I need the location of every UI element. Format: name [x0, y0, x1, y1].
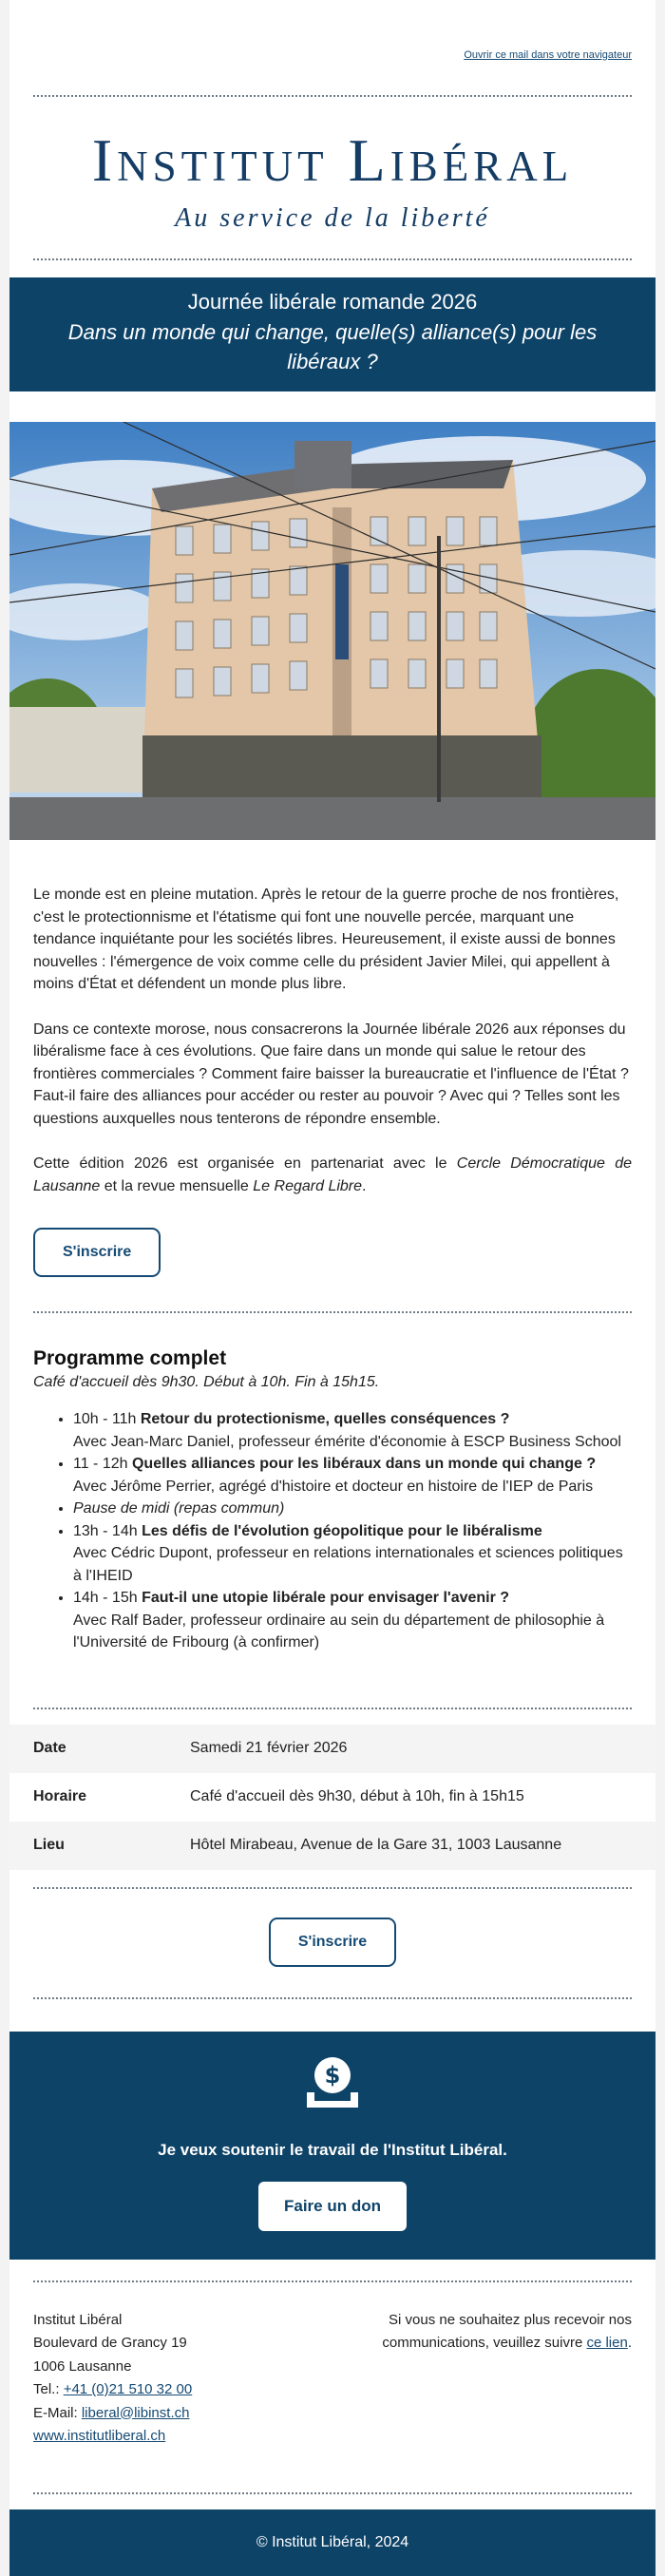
partner-name: Cercle Démocratique de Lausanne — [33, 1155, 632, 1194]
text: et la revue mensuelle — [100, 1177, 254, 1194]
item-time: 13h - 14h — [73, 1522, 142, 1539]
intro-paragraph-1: Le monde est en pleine mutation. Après le retour de la guerre proche de nos frontières, c'est le protectionnisme et l'étatisme qui font une nouvelle percée, marquant une tendance inquiétante pour les sociétés libres. Heureusement, il existe aussi de bonnes nouvelles : l'émergence de voix comme celle du président Javier Milei, qui appellent à moins d'État et défendent un monde plus libre. — [33, 887, 619, 992]
item-speaker: Avec Jérôme Perrier, agrégé d'histoire et docteur en histoire de l'IEP de Paris — [73, 1478, 594, 1495]
programme-list — [33, 1408, 632, 1654]
open-in-browser-link[interactable]: Ouvrir ce mail dans votre navigateur — [464, 49, 632, 61]
info-label: Lieu — [33, 1837, 65, 1853]
svg-text:$: $ — [324, 2061, 341, 2089]
divider — [33, 2280, 632, 2282]
item-speaker: Avec Cédric Dupont, professeur en relations internationales et sciences politiques à l'IHEID — [73, 1545, 623, 1584]
item-title: Les défis de l'évolution géopolitique pour le libéralisme — [142, 1522, 542, 1539]
event-info-table — [10, 1725, 656, 1870]
info-value: Hôtel Mirabeau, Avenue de la Gare 31, 1003 Lausanne — [190, 1837, 562, 1853]
intro-paragraph-3 — [33, 1153, 632, 1197]
programme-item — [73, 1587, 632, 1654]
donate-text: Je veux soutenir le travail de l'Institut Libéral. — [158, 2140, 507, 2159]
register-button-2[interactable]: S'inscrire — [269, 1918, 396, 1967]
unsubscribe-block — [347, 2309, 632, 2449]
text: Cette édition 2026 est organisée en partenariat avec le — [33, 1155, 457, 1172]
item-title: Quelles alliances pour les libéraux dans un monde qui change ? — [131, 1456, 597, 1472]
text: . — [362, 1177, 367, 1194]
event-banner — [10, 277, 656, 391]
info-value: Café d'accueil dès 9h30, début à 10h, fin à 15h15 — [190, 1788, 524, 1804]
divider — [33, 258, 632, 260]
divider — [33, 1997, 632, 1999]
copyright: © Institut Libéral, 2024 — [10, 2509, 656, 2576]
programme-title: Programme complet — [33, 1347, 227, 1369]
donation-icon — [304, 2052, 361, 2113]
hotel-photo — [10, 422, 656, 840]
info-label: Date — [33, 1740, 66, 1756]
item-time: 14h - 15h — [73, 1590, 142, 1606]
divider — [33, 2492, 632, 2494]
register-button[interactable]: S'inscrire — [33, 1228, 161, 1277]
item-speaker: Avec Jean-Marc Daniel, professeur émérite d'économie à ESCP Business School — [73, 1433, 621, 1450]
info-row-location — [10, 1822, 656, 1870]
text: . — [627, 2335, 632, 2351]
programme-item — [73, 1408, 632, 1453]
programme-subtitle: Café d'accueil dès 9h30. Début à 10h. Fin à 15h15. — [33, 1374, 380, 1390]
donate-button[interactable]: Faire un don — [258, 2182, 407, 2231]
logo — [10, 97, 656, 258]
org-street: Boulevard de Grancy 19 — [33, 2335, 187, 2351]
item-speaker: Avec Ralf Bader, professeur ordinaire au sein du département de philosophie à l'Université de Fribourg (à confirmer) — [73, 1612, 605, 1651]
programme-item — [73, 1498, 632, 1520]
top-bar — [10, 0, 656, 95]
item-title: Retour du protectionisme, quelles conséquences ? — [140, 1411, 510, 1427]
phone-label: Tel.: — [33, 2381, 64, 2397]
unsubscribe-link[interactable]: ce lien — [586, 2335, 628, 2351]
info-label: Horaire — [33, 1788, 87, 1804]
intro-paragraph-2: Dans ce contexte morose, nous consacrerons la Journée libérale 2026 aux réponses du libéralisme face à ces évolutions. Que faire dans un monde qui salue le retour des frontières commerciales ? Comment faire baisser la bureaucratie et l'influence de l'État ? Faut-il faire des alliances pour accéder ou rester au pouvoir ? Avec qui ? Telles sont les questions auxquelles nous tenterons de répondre ensemble. — [33, 1021, 629, 1127]
address-block — [33, 2309, 192, 2449]
org-name: Institut Libéral — [33, 2311, 123, 2328]
org-email — [33, 2402, 192, 2426]
email-container — [10, 0, 656, 2576]
item-time: 11 - 12h — [73, 1456, 132, 1472]
item-title: Faut-il une utopie libérale pour envisager l'avenir ? — [142, 1590, 510, 1606]
logo-title: Institut Libéral — [91, 126, 574, 194]
donate-section — [10, 2032, 656, 2260]
info-value: Samedi 21 février 2026 — [190, 1740, 348, 1756]
programme-item — [73, 1520, 632, 1588]
email-label: E-Mail: — [33, 2404, 82, 2421]
hotel-illustration — [10, 422, 656, 840]
org-city: 1006 Lausanne — [33, 2357, 132, 2375]
org-phone — [33, 2378, 192, 2402]
divider — [33, 1708, 632, 1709]
unsubscribe-text: Si vous ne souhaitez plus recevoir nos communications, veuillez suivre — [382, 2311, 632, 2351]
lunch-break: Pause de midi (repas commun) — [73, 1500, 285, 1517]
info-row-date — [10, 1725, 656, 1773]
info-row-time — [10, 1773, 656, 1822]
programme-item — [73, 1453, 632, 1498]
event-subtitle: Dans un monde qui change, quelle(s) alliance(s) pour les libéraux ? — [67, 320, 598, 373]
website-link[interactable]: www.institutliberal.ch — [33, 2428, 166, 2444]
divider — [33, 1311, 632, 1313]
phone-link[interactable]: +41 (0)21 510 32 00 — [63, 2381, 193, 2397]
item-time: 10h - 11h — [73, 1411, 141, 1427]
intro-section — [10, 884, 656, 1277]
footer-contact — [10, 2309, 656, 2449]
programme-section — [10, 1347, 656, 1654]
logo-subtitle: Au service de la liberté — [175, 203, 490, 233]
email-link[interactable]: liberal@libinst.ch — [81, 2404, 190, 2421]
divider — [33, 1887, 632, 1889]
event-title: Journée libérale romande 2026 — [187, 290, 478, 314]
magazine-name: Le Regard Libre — [253, 1177, 363, 1194]
